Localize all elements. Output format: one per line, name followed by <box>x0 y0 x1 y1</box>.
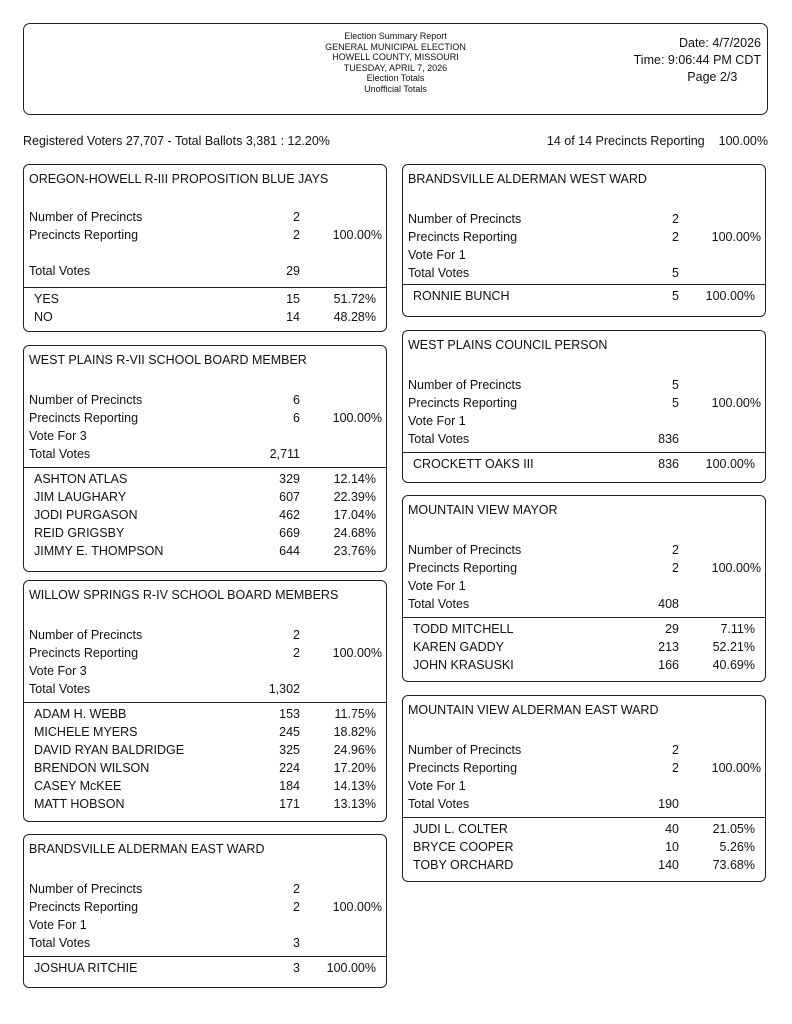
precincts-reporting-pct: 100.00% <box>332 228 382 242</box>
candidate-votes: 140 <box>658 858 679 872</box>
candidate-row <box>413 820 765 838</box>
vote-for-label: Vote For 1 <box>29 918 87 932</box>
num-precincts-label: Number of Precincts <box>29 882 143 896</box>
vote-for-label: Vote For 1 <box>408 248 466 262</box>
total-votes-row <box>408 595 765 613</box>
vote-for-row <box>29 916 386 934</box>
precincts-reporting-row <box>29 644 386 662</box>
candidate-pct: 11.75% <box>334 707 376 721</box>
candidate-list <box>34 470 386 560</box>
candidate-name: DAVID RYAN BALDRIDGE <box>34 743 185 757</box>
precincts-reporting-value: 2 <box>672 230 679 244</box>
contest-stats <box>408 376 765 448</box>
num-precincts-value: 6 <box>293 393 300 407</box>
contest-divider <box>24 956 386 957</box>
candidate-name: CASEY McKEE <box>34 779 122 793</box>
vote-for-label: Vote For 3 <box>29 429 87 443</box>
candidate-name: MATT HOBSON <box>34 797 125 811</box>
report-title: Election Summary Report <box>344 31 447 41</box>
precincts-reporting-pct: 100.00% <box>332 900 382 914</box>
candidate-pct: 23.76% <box>333 544 376 558</box>
candidate-pct: 17.04% <box>333 508 376 522</box>
candidate-name: JIM LAUGHARY <box>34 490 127 504</box>
candidate-votes: 10 <box>665 840 679 854</box>
precincts-reporting-value: 2 <box>293 228 300 242</box>
candidate-row <box>34 759 386 777</box>
candidate-pct: 100.00% <box>705 289 755 303</box>
precincts-reporting-label: Precincts Reporting <box>29 228 139 242</box>
candidate-row <box>413 838 765 856</box>
num-precincts-row <box>408 376 765 394</box>
report-status: Unofficial Totals <box>364 83 427 94</box>
precincts-reporting-pct: 100.00% <box>711 396 761 410</box>
precincts-reporting-value: 5 <box>672 396 679 410</box>
report-time: Time: 9:06:44 PM CDT <box>633 53 761 67</box>
precincts-reporting-value: 2 <box>672 761 679 775</box>
contest-box <box>402 695 766 882</box>
contest-stats <box>408 541 765 613</box>
candidate-votes: 607 <box>279 490 300 504</box>
candidate-row <box>413 287 765 305</box>
num-precincts-row <box>408 210 765 228</box>
vote-for-row <box>29 662 386 680</box>
num-precincts-label: Number of Precincts <box>29 393 143 407</box>
candidate-pct: 14.13% <box>333 779 376 793</box>
num-precincts-label: Number of Precincts <box>408 543 522 557</box>
num-precincts-label: Number of Precincts <box>408 743 522 757</box>
contest-stats <box>29 626 386 698</box>
candidate-votes: 171 <box>279 797 300 811</box>
num-precincts-value: 2 <box>672 743 679 757</box>
candidate-name: MICHELE MYERS <box>34 725 138 739</box>
turnout-summary: Registered Voters 27,707 - Total Ballots 3,381 : 12.20% <box>23 134 330 148</box>
candidate-row <box>34 795 386 813</box>
candidate-votes: 329 <box>279 472 300 486</box>
candidate-votes: 184 <box>279 779 300 793</box>
precincts-reporting-value: 6 <box>293 411 300 425</box>
candidate-votes: 669 <box>279 526 300 540</box>
total-votes-value: 1,302 <box>268 682 300 696</box>
candidate-row <box>34 308 386 326</box>
candidate-pct: 40.69% <box>712 658 755 672</box>
precincts-reporting-text: 14 of 14 Precincts Reporting <box>546 134 705 148</box>
candidate-pct: 73.68% <box>712 858 755 872</box>
election-name: GENERAL MUNICIPAL ELECTION <box>325 41 466 52</box>
vote-for-label: Vote For 3 <box>29 664 87 678</box>
candidate-row <box>34 723 386 741</box>
precincts-reporting-pct: 100.00% <box>711 561 761 575</box>
contest-divider <box>24 702 386 703</box>
candidate-votes: 213 <box>658 640 679 654</box>
candidate-pct: 7.11% <box>720 622 755 636</box>
candidate-name: JOHN KRASUSKI <box>413 658 514 672</box>
precincts-reporting-row <box>408 559 765 577</box>
precincts-reporting-pct: 100.00% <box>711 230 761 244</box>
contest-title: MOUNTAIN VIEW ALDERMAN EAST WARD <box>408 703 659 717</box>
contest-title: WEST PLAINS R-VII SCHOOL BOARD MEMBER <box>29 353 307 367</box>
precincts-reporting-label: Precincts Reporting <box>408 761 518 775</box>
candidate-row <box>34 470 386 488</box>
candidate-name: JUDI L. COLTER <box>413 822 508 836</box>
candidate-name: JODI PURGASON <box>34 508 138 522</box>
contest-divider <box>403 284 765 285</box>
precincts-reporting-row <box>408 394 765 412</box>
total-votes-row <box>408 264 765 282</box>
report-date: Date: 4/7/2026 <box>678 36 761 50</box>
contest-title: MOUNTAIN VIEW MAYOR <box>408 503 558 517</box>
contest-box <box>402 164 766 317</box>
precincts-reporting-label: Precincts Reporting <box>29 900 139 914</box>
candidate-votes: 644 <box>279 544 300 558</box>
num-precincts-label: Number of Precincts <box>408 378 522 392</box>
total-votes-value: 3 <box>293 936 300 950</box>
precincts-reporting-row <box>408 759 765 777</box>
vote-for-label: Vote For 1 <box>408 414 466 428</box>
candidate-row <box>413 638 765 656</box>
precincts-reporting-pct: 100.00% <box>332 411 382 425</box>
total-votes-label: Total Votes <box>29 936 91 950</box>
num-precincts-label: Number of Precincts <box>408 212 522 226</box>
precincts-reporting-row <box>29 409 386 427</box>
precincts-reporting-label: Precincts Reporting <box>408 396 518 410</box>
candidate-name: JOSHUA RITCHIE <box>34 961 138 975</box>
contest-title: WILLOW SPRINGS R-IV SCHOOL BOARD MEMBERS <box>29 588 339 602</box>
contest-box <box>23 834 387 988</box>
candidate-pct: 21.05% <box>712 822 755 836</box>
total-votes-label: Total Votes <box>29 682 91 696</box>
candidate-name: TODD MITCHELL <box>413 622 514 636</box>
candidate-list <box>413 620 765 674</box>
precincts-summary <box>547 134 768 148</box>
contest-divider <box>403 617 765 618</box>
candidate-votes: 29 <box>665 622 679 636</box>
candidate-row <box>34 542 386 560</box>
candidate-name: ASHTON ATLAS <box>34 472 128 486</box>
candidate-name: BRYCE COOPER <box>413 840 514 854</box>
precincts-reporting-row <box>29 226 386 244</box>
candidate-name: YES <box>34 292 60 306</box>
report-header-right <box>634 35 761 86</box>
total-votes-value: 5 <box>672 266 679 280</box>
candidate-pct: 17.20% <box>333 761 376 775</box>
candidate-pct: 52.21% <box>712 640 755 654</box>
candidate-pct: 13.13% <box>333 797 376 811</box>
totals-type: Election Totals <box>366 73 425 84</box>
total-votes-value: 190 <box>658 797 679 811</box>
candidate-name: BRENDON WILSON <box>34 761 150 775</box>
vote-for-row <box>29 244 386 262</box>
candidate-votes: 245 <box>279 725 300 739</box>
candidate-votes: 462 <box>279 508 300 522</box>
candidate-pct: 100.00% <box>705 457 755 471</box>
candidate-votes: 3 <box>293 961 300 975</box>
contest-box <box>23 345 387 572</box>
contest-divider <box>403 452 765 453</box>
precincts-reporting-label: Precincts Reporting <box>408 230 518 244</box>
num-precincts-row <box>408 541 765 559</box>
candidate-pct: 51.72% <box>333 292 376 306</box>
contest-stats <box>408 741 765 813</box>
contest-stats <box>29 208 386 280</box>
candidate-name: KAREN GADDY <box>413 640 504 654</box>
candidate-row <box>34 959 386 977</box>
contest-title: OREGON-HOWELL R-III PROPOSITION BLUE JAYS <box>29 172 329 186</box>
candidate-row <box>34 741 386 759</box>
election-date: TUESDAY, APRIL 7, 2026 <box>343 62 448 73</box>
candidate-list <box>34 290 386 326</box>
num-precincts-value: 2 <box>293 628 300 642</box>
candidate-name: TOBY ORCHARD <box>413 858 514 872</box>
precincts-reporting-label: Precincts Reporting <box>29 411 139 425</box>
candidate-pct: 12.14% <box>333 472 376 486</box>
num-precincts-row <box>29 208 386 226</box>
vote-for-row <box>408 577 765 595</box>
precincts-reporting-value: 2 <box>672 561 679 575</box>
precincts-reporting-pct: 100.00% <box>332 646 382 660</box>
candidate-row <box>413 620 765 638</box>
precincts-reporting-pct: 100.00% <box>711 761 761 775</box>
jurisdiction: HOWELL COUNTY, MISSOURI <box>332 52 459 63</box>
precincts-reporting-pct: 100.00% <box>718 134 768 148</box>
contest-divider <box>24 467 386 468</box>
candidate-row <box>34 777 386 795</box>
total-votes-label: Total Votes <box>29 447 91 461</box>
total-votes-value: 29 <box>286 264 300 278</box>
num-precincts-value: 2 <box>293 882 300 896</box>
contest-box <box>23 164 387 332</box>
total-votes-row <box>29 445 386 463</box>
num-precincts-value: 2 <box>672 212 679 226</box>
candidate-votes: 14 <box>286 310 300 324</box>
num-precincts-value: 2 <box>293 210 300 224</box>
total-votes-label: Total Votes <box>29 264 91 278</box>
total-votes-value: 408 <box>658 597 679 611</box>
report-header <box>23 23 768 115</box>
num-precincts-row <box>29 391 386 409</box>
candidate-votes: 325 <box>279 743 300 757</box>
candidate-name: REID GRIGSBY <box>34 526 125 540</box>
candidate-votes: 15 <box>286 292 300 306</box>
precincts-reporting-row <box>408 228 765 246</box>
candidate-list <box>413 820 765 874</box>
contest-divider <box>403 817 765 818</box>
candidate-pct: 100.00% <box>326 961 376 975</box>
num-precincts-label: Number of Precincts <box>29 628 143 642</box>
candidate-votes: 836 <box>658 457 679 471</box>
candidate-row <box>34 290 386 308</box>
total-votes-value: 836 <box>658 432 679 446</box>
num-precincts-row <box>29 880 386 898</box>
candidate-list <box>413 455 765 473</box>
contest-box <box>402 495 766 682</box>
num-precincts-row <box>408 741 765 759</box>
candidate-row <box>413 455 765 473</box>
candidate-row <box>413 856 765 874</box>
total-votes-row <box>29 934 386 952</box>
contest-stats <box>29 880 386 952</box>
vote-for-row <box>29 427 386 445</box>
candidate-row <box>413 656 765 674</box>
candidate-pct: 22.39% <box>333 490 376 504</box>
candidate-pct: 5.26% <box>719 840 755 854</box>
candidate-list <box>34 705 386 813</box>
candidate-row <box>34 705 386 723</box>
candidate-name: ADAM H. WEBB <box>34 707 127 721</box>
candidate-list <box>34 959 386 977</box>
total-votes-row <box>408 795 765 813</box>
contest-title: BRANDSVILLE ALDERMAN WEST WARD <box>408 172 647 186</box>
candidate-votes: 166 <box>658 658 679 672</box>
total-votes-value: 2,711 <box>269 447 300 461</box>
candidate-pct: 24.96% <box>333 743 376 757</box>
contest-title: BRANDSVILLE ALDERMAN EAST WARD <box>29 842 265 856</box>
vote-for-row <box>408 412 765 430</box>
candidate-name: JIMMY E. THOMPSON <box>34 544 164 558</box>
candidate-votes: 153 <box>279 707 300 721</box>
candidate-pct: 48.28% <box>333 310 376 324</box>
candidate-votes: 40 <box>665 822 679 836</box>
precincts-reporting-label: Precincts Reporting <box>29 646 139 660</box>
vote-for-row <box>408 777 765 795</box>
total-votes-label: Total Votes <box>408 797 470 811</box>
candidate-list <box>413 287 765 305</box>
contest-box <box>402 330 766 483</box>
candidate-votes: 5 <box>672 289 679 303</box>
num-precincts-label: Number of Precincts <box>29 210 143 224</box>
candidate-name: NO <box>34 310 53 324</box>
precincts-reporting-value: 2 <box>293 900 300 914</box>
num-precincts-row <box>29 626 386 644</box>
total-votes-row <box>408 430 765 448</box>
contest-title: WEST PLAINS COUNCIL PERSON <box>408 338 608 352</box>
vote-for-row <box>408 246 765 264</box>
page-number: Page 2/3 <box>687 70 738 84</box>
vote-for-label: Vote For 1 <box>408 579 466 593</box>
num-precincts-value: 5 <box>672 378 679 392</box>
contest-box <box>23 580 387 822</box>
candidate-name: RONNIE BUNCH <box>413 289 510 303</box>
total-votes-label: Total Votes <box>408 266 470 280</box>
candidate-pct: 24.68% <box>333 526 376 540</box>
candidate-row <box>34 506 386 524</box>
total-votes-label: Total Votes <box>408 597 470 611</box>
num-precincts-value: 2 <box>672 543 679 557</box>
contest-divider <box>24 287 386 288</box>
contest-stats <box>29 391 386 463</box>
candidate-pct: 18.82% <box>333 725 376 739</box>
total-votes-row <box>29 680 386 698</box>
candidate-votes: 224 <box>279 761 300 775</box>
candidate-name: CROCKETT OAKS III <box>413 457 534 471</box>
precincts-reporting-value: 2 <box>293 646 300 660</box>
total-votes-label: Total Votes <box>408 432 470 446</box>
precincts-reporting-row <box>29 898 386 916</box>
candidate-row <box>34 488 386 506</box>
total-votes-row <box>29 262 386 280</box>
vote-for-label: Vote For 1 <box>408 779 466 793</box>
precincts-reporting-label: Precincts Reporting <box>408 561 518 575</box>
candidate-row <box>34 524 386 542</box>
contest-stats <box>408 210 765 282</box>
